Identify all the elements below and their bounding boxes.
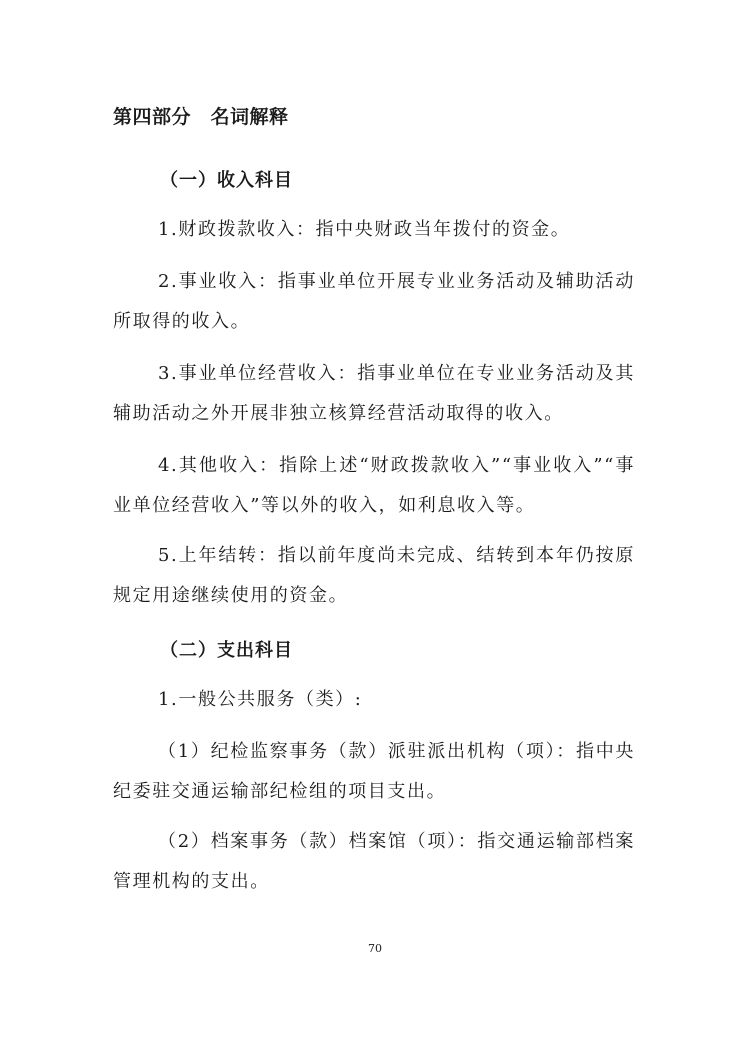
expenditure-item-1: 1.一般公共服务（类）: [158,689,363,710]
page-number: 70 [368,942,382,955]
section-title-income: （一）收入科目 [160,170,293,191]
section-title-expenditure: （二）支出科目 [160,640,293,661]
income-item-5: 5.上年结转：指以前年度尚未完成、结转到本年仍按原规定用途继续使用的资金。 [113,545,635,606]
income-item-1: 1.财政拨款收入：指中央财政当年拨付的资金。 [158,219,571,240]
income-item-4: 4.其他收入：指除上述“财政拨款收入”“事业收入”“事业单位经营收入”等以外的收入，如利息收入等。 [113,455,635,516]
income-item-3: 3.事业单位经营收入：指事业单位在专业业务活动及其辅助活动之外开展非独立核算经营活动取得的收入。 [113,363,635,424]
income-item-2: 2.事业收入：指事业单位开展专业业务活动及辅助活动所取得的收入。 [113,271,635,332]
expenditure-item-3: （2）档案事务（款）档案馆（项）：指交通运输部档案管理机构的支出。 [113,831,635,892]
expenditure-item-2: （1）纪检监察事务（款）派驻派出机构（项）：指中央纪委驻交通运输部纪检组的项目支出。 [113,741,635,802]
part-title: 第四部分 名词解释 [113,106,289,128]
